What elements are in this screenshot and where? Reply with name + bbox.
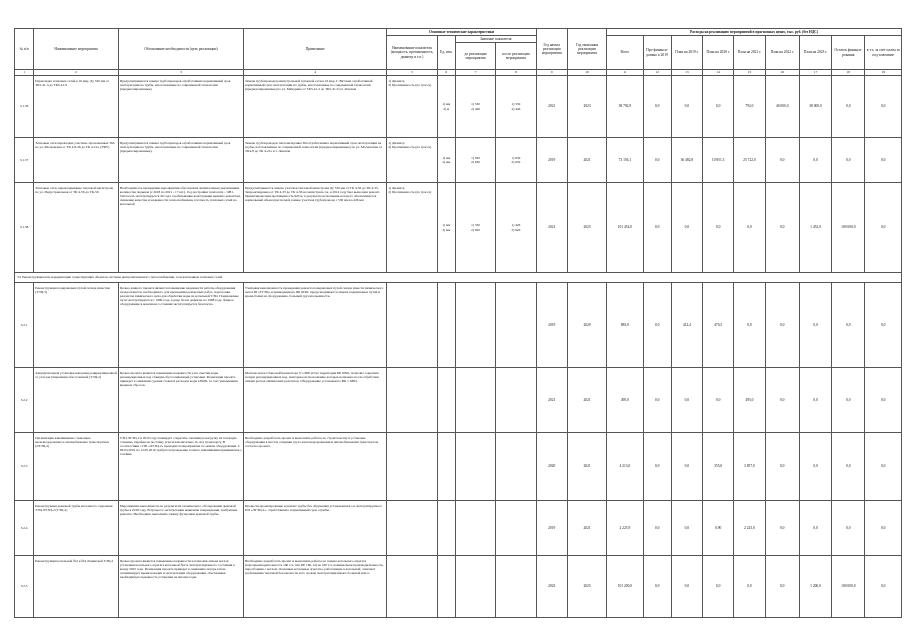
col-number: 11 <box>607 70 643 76</box>
prefinanced-cost: 0,0 <box>643 138 671 183</box>
table-row <box>15 283 902 368</box>
plan-2022-cost: 0,0 <box>765 368 799 433</box>
header-name: Наименование мероприятия <box>34 29 119 70</box>
total-cost: 73 156,1 <box>607 138 643 183</box>
justification-text: Целью проекта является повышение надежности узла очистки воды регенерационных вод станции обессоливающей установки. Реализация проекта приведет к снижению уровня стоков и расходов воды в ВОК, за счет уменьшения вредных сбросов. <box>118 368 243 433</box>
plan-2022-cost: 40 000,0 <box>765 76 799 138</box>
plan-2023-cost: 1 200,0 <box>799 556 831 618</box>
incl-tariff-cost: 0,0 <box>865 501 902 556</box>
note-text: Учитывая невозможность проведения ремонта подкрановых путей склада извести химического цеха ПП «ТГЭЦ» и приведения их ПБ ОПО, предусматривается замена подкрановых путей и крана-балки на оборудование, большей грузоподъемности. <box>244 283 387 368</box>
plan-2022-cost: 0,0 <box>765 283 799 368</box>
plan-2023-cost: 0,0 <box>799 138 831 183</box>
justification-text: Предусматривается замена трубопроводов отработавших нормативный срок эксплуатации на трубы, изготовленные по современной технологии (предызолированные). <box>118 138 243 183</box>
end-year: 2021 <box>567 138 606 183</box>
plan-2021-cost: 3 857,0 <box>734 433 765 501</box>
incl-tariff-cost: 0,0 <box>865 283 902 368</box>
plan-2021-cost: 25 722,0 <box>734 138 765 183</box>
plan-2020-cost: 0,0 <box>703 183 734 273</box>
header-prefinanced: Про-финанси-ровано к 2019 <box>643 36 671 70</box>
header-unit: Ед. изм. <box>437 36 455 70</box>
plan-2023-cost: 38 000,0 <box>799 76 831 138</box>
plan-2019-cost: 0,0 <box>671 501 702 556</box>
justification-text: Целью данного проекта является повышение надежности работы оборудования склада извести, необходимого для проведения ремонтных работ, подготовки реагентов химического цеха для обработки воды на котельной ТЭЦ. Подкрановые пути эксплуатируются с 1980 года, в ряде балок дефекты по 1998 году. Данное оборудование в конечном состоянии эксплуатируется безопасно. <box>118 283 243 368</box>
plan-2021-cost: 495,0 <box>734 368 765 433</box>
header-tech-group: Основные технические характеристики <box>387 29 536 36</box>
tech-characteristic <box>387 433 437 501</box>
plan-2020-cost: 0,0 <box>703 76 734 138</box>
value-before <box>455 501 495 556</box>
remainder-cost: 0,0 <box>832 138 865 183</box>
col-number: 8 <box>496 70 536 76</box>
header-justification: Обоснование необходимости (цель реализации) <box>118 29 243 70</box>
justification-text: Необходимость проведения мероприятия обусловлена значительным увеличением количества порывов (с 2018 по 2021 - 17 шт.). Год постройки теплосети - 1981. Теплосеть эксплуатируется 40 года. Срабатывание конструкции вызвано ремонтом, снижение качества и надежности теплоснабжения, плотность тепловых сетей на котельной <box>118 183 243 273</box>
note-text: Необходимо разработать проект и выполнить работы по замене котельного агрегата (паропроизводительность 160 т/ч, тип КЕ 160-14) на 160 т/ч, номинальная производительность, паросборник с котлом. Основные котельные агрегаты, работающие в котельной, отвечают требованиям тепловой безопасности и по срокам эксплуатации имеют большой износ. <box>244 556 387 618</box>
tech-characteristic <box>387 501 437 556</box>
value-after <box>496 501 536 556</box>
start-year: 2021 <box>536 76 567 138</box>
col-number: 19 <box>865 70 902 76</box>
row-number: 3.1.38 <box>15 183 34 273</box>
total-cost: 2 225,9 <box>607 501 643 556</box>
prefinanced-cost: 0,0 <box>643 76 671 138</box>
measure-name: Перекладка тепловых сетей в 16 мкр. Ду 530 мм от ТК5-41-3 до ТК5-41-9 <box>34 76 119 138</box>
header-costs-group: Расходы на реализацию мероприятий в прогнозных ценах, тыс. руб. (без НДС) <box>607 29 902 36</box>
header-plan-2022: План на 2022 г. <box>765 36 799 70</box>
remainder-cost: 0,0 <box>832 433 865 501</box>
header-remainder: Остаток финанси-рования <box>832 36 865 70</box>
tech-characteristic <box>387 556 437 618</box>
header-plan-2023: План на 2023 г. <box>799 36 831 70</box>
table-row <box>15 76 902 138</box>
end-year: 2025 <box>567 183 606 273</box>
header-note: Примечание <box>244 29 387 70</box>
plan-2023-cost: 1 452,0 <box>799 183 831 273</box>
note-text: Провести проектирование и ремонт трубы без обрушения установленного и эксплуатируемого ПП «ЛТЭЦ-2», отработавшего нормативный срок службы. <box>244 501 387 556</box>
header-after: после реализации мероприятия <box>496 43 536 70</box>
total-cost: 883,0 <box>607 283 643 368</box>
unit-cell <box>437 368 455 433</box>
plan-2021-cost: 0,0 <box>734 183 765 273</box>
tech-characteristic: 1) Диаметр 2) Протяженность (по трассе) <box>387 138 437 183</box>
header-before: до реализации мероприятия <box>455 43 495 70</box>
remainder-cost: 0,0 <box>832 76 865 138</box>
value-after: 1) 530 2) 446 <box>496 76 536 138</box>
col-number: 4 <box>244 70 387 76</box>
header-value-group: Значение показателя <box>455 36 536 43</box>
note-text: Замена трубопроводов магистральной тепловой сети в 16 мкр. Г. Вятские отработавшей нормативный срок эксплуатации на трубы, изготовленные по современной технологии (предызолированные) по ул. Мичурина от ТК5-41-3 до ТК5-41-9 ул. Ленская <box>244 76 387 138</box>
start-year: 2019 <box>536 138 567 183</box>
plan-2023-cost: 0,0 <box>799 283 831 368</box>
start-year: 2020 <box>536 433 567 501</box>
tech-characteristic: 1) Диаметр 2) Протяженность (по трассе) <box>387 76 437 138</box>
note-text: Монтаж нового бака нейтрализатора V=1000 м3 на территории ББ ХВО, позволит сократить потери регенерационных вод, повторное использование которых возможно после обработки, снизив расход химических реагентов. Оборудование установки по ВК 1 ХВО. <box>244 368 387 433</box>
end-year: 2021 <box>567 433 606 501</box>
plan-2019-cost: 0,0 <box>671 76 702 138</box>
col-number: 12 <box>643 70 671 76</box>
plan-2023-cost: 0,0 <box>799 501 831 556</box>
plan-2020-cost: 355,0 <box>703 433 734 501</box>
incl-tariff-cost: 0,0 <box>865 183 902 273</box>
value-after <box>496 283 536 368</box>
measure-name: Реконструкция котельной №2 в №4 Ленинской ТЭЦ-2 <box>34 556 119 618</box>
table-row <box>15 433 902 501</box>
plan-2020-cost: 0,0 <box>703 368 734 433</box>
col-number: 17 <box>799 70 831 76</box>
row-number: 3.2.3 <box>15 433 34 501</box>
section-title: 3.2 Реконструкция или модернизация существующих объектов системы централизованного теплоснабжения, за исключением тепловых сетей <box>15 273 902 283</box>
justification-text: Целью проекта является повышение надежности и плановая замена котлов установки котельного агрегата котельной №2 и эксплуатационного состояния к концу 2025 года. Реализация проекта приведет к снижению потерь тепла, оптимизирует время наладки и эксплуатации оборудования, обеспечивая необходимую надежность установки на многие годы. <box>118 556 243 618</box>
col-number: 18 <box>832 70 865 76</box>
col-number: 1 <box>15 70 34 76</box>
remainder-cost: 100 000,0 <box>832 556 865 618</box>
plan-2022-cost: 0,0 <box>765 433 799 501</box>
row-number: 3.2.2 <box>15 368 34 433</box>
prefinanced-cost: 0,0 <box>643 368 671 433</box>
investment-program-table <box>14 28 902 618</box>
value-after: 1) 630 2) 630 <box>496 138 536 183</box>
remainder-cost: 0,0 <box>832 501 865 556</box>
end-year: 2021 <box>567 501 606 556</box>
col-number: 2 <box>34 70 119 76</box>
row-number: 3.1.36 <box>15 76 34 138</box>
header-start-year: Год начала реализации мероприятия <box>536 29 567 70</box>
total-cost: 101 200,0 <box>607 556 643 618</box>
col-number: 3 <box>118 70 243 76</box>
table-row <box>15 183 902 273</box>
header-tech-name: Наименование показателя (мощность, протяженность, диаметр и т.п.) <box>387 36 437 70</box>
plan-2023-cost: 0,0 <box>799 433 831 501</box>
unit-cell: 1) мм 2) мм <box>437 183 455 273</box>
header-incl-tariff: в т.ч. за счет платы за под-ключение <box>865 36 902 70</box>
end-year: 2025 <box>567 556 606 618</box>
header-plan-2021: План на 2021 г. <box>734 36 765 70</box>
col-number: 6 <box>437 70 455 76</box>
remainder-cost: 0,0 <box>832 283 865 368</box>
note-text: Замена трубопроводов теплоналадчика 364 отработавших нормативный срок эксплуатации на трубы, изготовленные по современной технологии (предызолированные) по ул. Московская от ТК4-8 до ТК 4-21а и т. Ленская <box>244 138 387 183</box>
table-row <box>15 138 902 183</box>
prefinanced-cost: 0,0 <box>643 556 671 618</box>
justification-text: Предусматривается замена трубопроводов отработавших нормативный срок эксплуатации на трубы, изготовленные по современной технологии (предызолированные). <box>118 76 243 138</box>
unit-cell <box>437 556 455 618</box>
section-row <box>15 273 902 283</box>
row-number: 3.2.1 <box>15 283 34 368</box>
end-year: 2020 <box>567 283 606 368</box>
value-before <box>455 283 495 368</box>
start-year: 2021 <box>536 368 567 433</box>
value-before <box>455 433 495 501</box>
incl-tariff-cost: 0,0 <box>865 76 902 138</box>
col-number: 5 <box>387 70 437 76</box>
remainder-cost: 100 000,0 <box>832 183 865 273</box>
row-number: 3.2.5 <box>15 556 34 618</box>
plan-2021-cost: 0,0 <box>734 283 765 368</box>
plan-2022-cost: 0,0 <box>765 183 799 273</box>
plan-2019-cost: 0,0 <box>671 556 702 618</box>
header-plan-2019: План на 2019 г. <box>671 36 702 70</box>
plan-2023-cost: 0,0 <box>799 368 831 433</box>
end-year: 2021 <box>567 368 606 433</box>
document-page <box>14 28 902 618</box>
measure-name: Организация взвешивания с помощью железнодорожных и автомобильных транспортных (ЛТЭЦ-2) <box>34 433 119 501</box>
measure-name: Тепловые сети перекладка участков, проложенных 364 по ул. Московская от ТК 4-8-26 до ТК 4-21а, (ТФУ) <box>34 138 119 183</box>
col-number: 15 <box>734 70 765 76</box>
value-before: 1) 530 2) 920 <box>455 183 495 273</box>
plan-2021-cost: 0,0 <box>734 556 765 618</box>
col-number: 7 <box>455 70 495 76</box>
total-cost: 495,0 <box>607 368 643 433</box>
plan-2019-cost: 0,0 <box>671 368 702 433</box>
prefinanced-cost: 0,0 <box>643 501 671 556</box>
header-end-year: Год окончания реализации мероприятия <box>567 29 606 70</box>
plan-2021-cost: 792,0 <box>734 76 765 138</box>
start-year: 2019 <box>536 501 567 556</box>
measure-name: Реконструкция подкрановых путей склада известки (ТЭЦ-3) <box>34 283 119 368</box>
start-year: 2019 <box>536 283 567 368</box>
tech-characteristic <box>387 283 437 368</box>
plan-2019-cost: 0,0 <box>671 183 702 273</box>
end-year: 2023 <box>567 76 606 138</box>
header-plan-2020: План на 2020 г. <box>703 36 734 70</box>
col-number: 9 <box>536 70 567 76</box>
measure-name: Тепловые сети, перекладывание тепловой магистрали по ул. Индустриальная от ТК 4-56 до ТК-56 <box>34 183 119 273</box>
header-total: Всего <box>607 36 643 70</box>
plan-2022-cost: 0,0 <box>765 501 799 556</box>
start-year: 2023 <box>536 556 567 618</box>
measure-name: Реконструкция дымовой трубы котельного отделения ТЭЦ ЛТЭЦ-2 (ТЭЦ-2) <box>34 501 119 556</box>
col-number: 16 <box>765 70 799 76</box>
plan-2022-cost: 0,0 <box>765 138 799 183</box>
value-before: 1) 630 2) 630 <box>455 138 495 183</box>
unit-cell <box>437 433 455 501</box>
plan-2020-cost: 10 851,3 <box>703 138 734 183</box>
justification-text: Мероприятие выполняется по результатам технического обследования дымовой трубы в 2018 году. В процессе эксплуатации выявлены повреждения, требующие ремонта. Необходимо выполнить замену футеровки дымовой трубы. <box>118 501 243 556</box>
value-before <box>455 368 495 433</box>
unit-cell: 1) мм 2) м <box>437 76 455 138</box>
incl-tariff-cost: 0,0 <box>865 556 902 618</box>
table-row <box>15 556 902 618</box>
prefinanced-cost: 0,0 <box>643 183 671 273</box>
incl-tariff-cost: 0,0 <box>865 433 902 501</box>
table-row <box>15 368 902 433</box>
total-cost: 101 452,0 <box>607 183 643 273</box>
prefinanced-cost: 0,0 <box>643 433 671 501</box>
plan-2019-cost: 36 482,8 <box>671 138 702 183</box>
measure-name: Аккумуляторная установка напорная рециркуляционной от узла регулирования обессоленной (ТЭЦ-2) <box>34 368 119 433</box>
row-number: 3.1.37 <box>15 138 34 183</box>
plan-2019-cost: 0,0 <box>671 433 702 501</box>
note-text: Необходимо разработать проект и выполнить работы по строительству и установке оборудования в местах отправки груза железнодорожными и автомобильными транспортом согласно проекта. <box>244 433 387 501</box>
value-after <box>496 556 536 618</box>
incl-tariff-cost: 0,0 <box>865 368 902 433</box>
plan-2022-cost: 0,0 <box>765 556 799 618</box>
prefinanced-cost: 0,0 <box>643 283 671 368</box>
justification-text: ТЭЦ ЛТЭЦ-2 в 2019 году планирует сократить топливную нагрузку на тепловую станцию, перейдя на поставку угля исключительно по ж/д транспорту. В соответствии с ПП «ЛТЭЦ-2» проводится мероприятие по замене оборудования. С 09.03.2019 по 12.05.2019 требуется проведение точного взвешивания принимаемого топлива. <box>118 433 243 501</box>
plan-2020-cost: 470,5 <box>703 283 734 368</box>
plan-2020-cost: 0,90 <box>703 501 734 556</box>
value-before <box>455 556 495 618</box>
header-no: № п/п <box>15 29 34 70</box>
unit-cell: 1) мм 2) мм <box>437 138 455 183</box>
tech-characteristic: 1) Диаметр 2) Протяженность (по трассе) <box>387 183 437 273</box>
value-after <box>496 433 536 501</box>
value-after <box>496 368 536 433</box>
incl-tariff-cost: 0,0 <box>865 138 902 183</box>
tech-characteristic <box>387 368 437 433</box>
value-before: 1) 530 2) 446 <box>455 76 495 138</box>
col-number: 10 <box>567 70 606 76</box>
value-after: 1) 426 2) 920 <box>496 183 536 273</box>
col-number: 13 <box>671 70 702 76</box>
total-cost: 4 213,0 <box>607 433 643 501</box>
unit-cell <box>437 501 455 556</box>
col-number: 14 <box>703 70 734 76</box>
table-row <box>15 501 902 556</box>
row-number: 3.2.4 <box>15 501 34 556</box>
unit-cell <box>437 283 455 368</box>
plan-2019-cost: 412,4 <box>671 283 702 368</box>
total-cost: 38 792,9 <box>607 76 643 138</box>
note-text: Предусматривается замена участков тепловой магистрали Ду 530 мм от ТК 4-56 до ТК 4-35, Запроектирована от ТК 4-35 до ТК 4-56 на магистраль т.к. в 2014 году был выполнен ремонт. Ориентировочная протяженность 920 м, в результате исполнения которого обеспечивается нормальный объем при полной замене участков трубопровода с 530 мм на 426 мм <box>244 183 387 273</box>
remainder-cost: 0,0 <box>832 368 865 433</box>
plan-2021-cost: 2 225,0 <box>734 501 765 556</box>
start-year: 2021 <box>536 183 567 273</box>
plan-2020-cost: 0,0 <box>703 556 734 618</box>
